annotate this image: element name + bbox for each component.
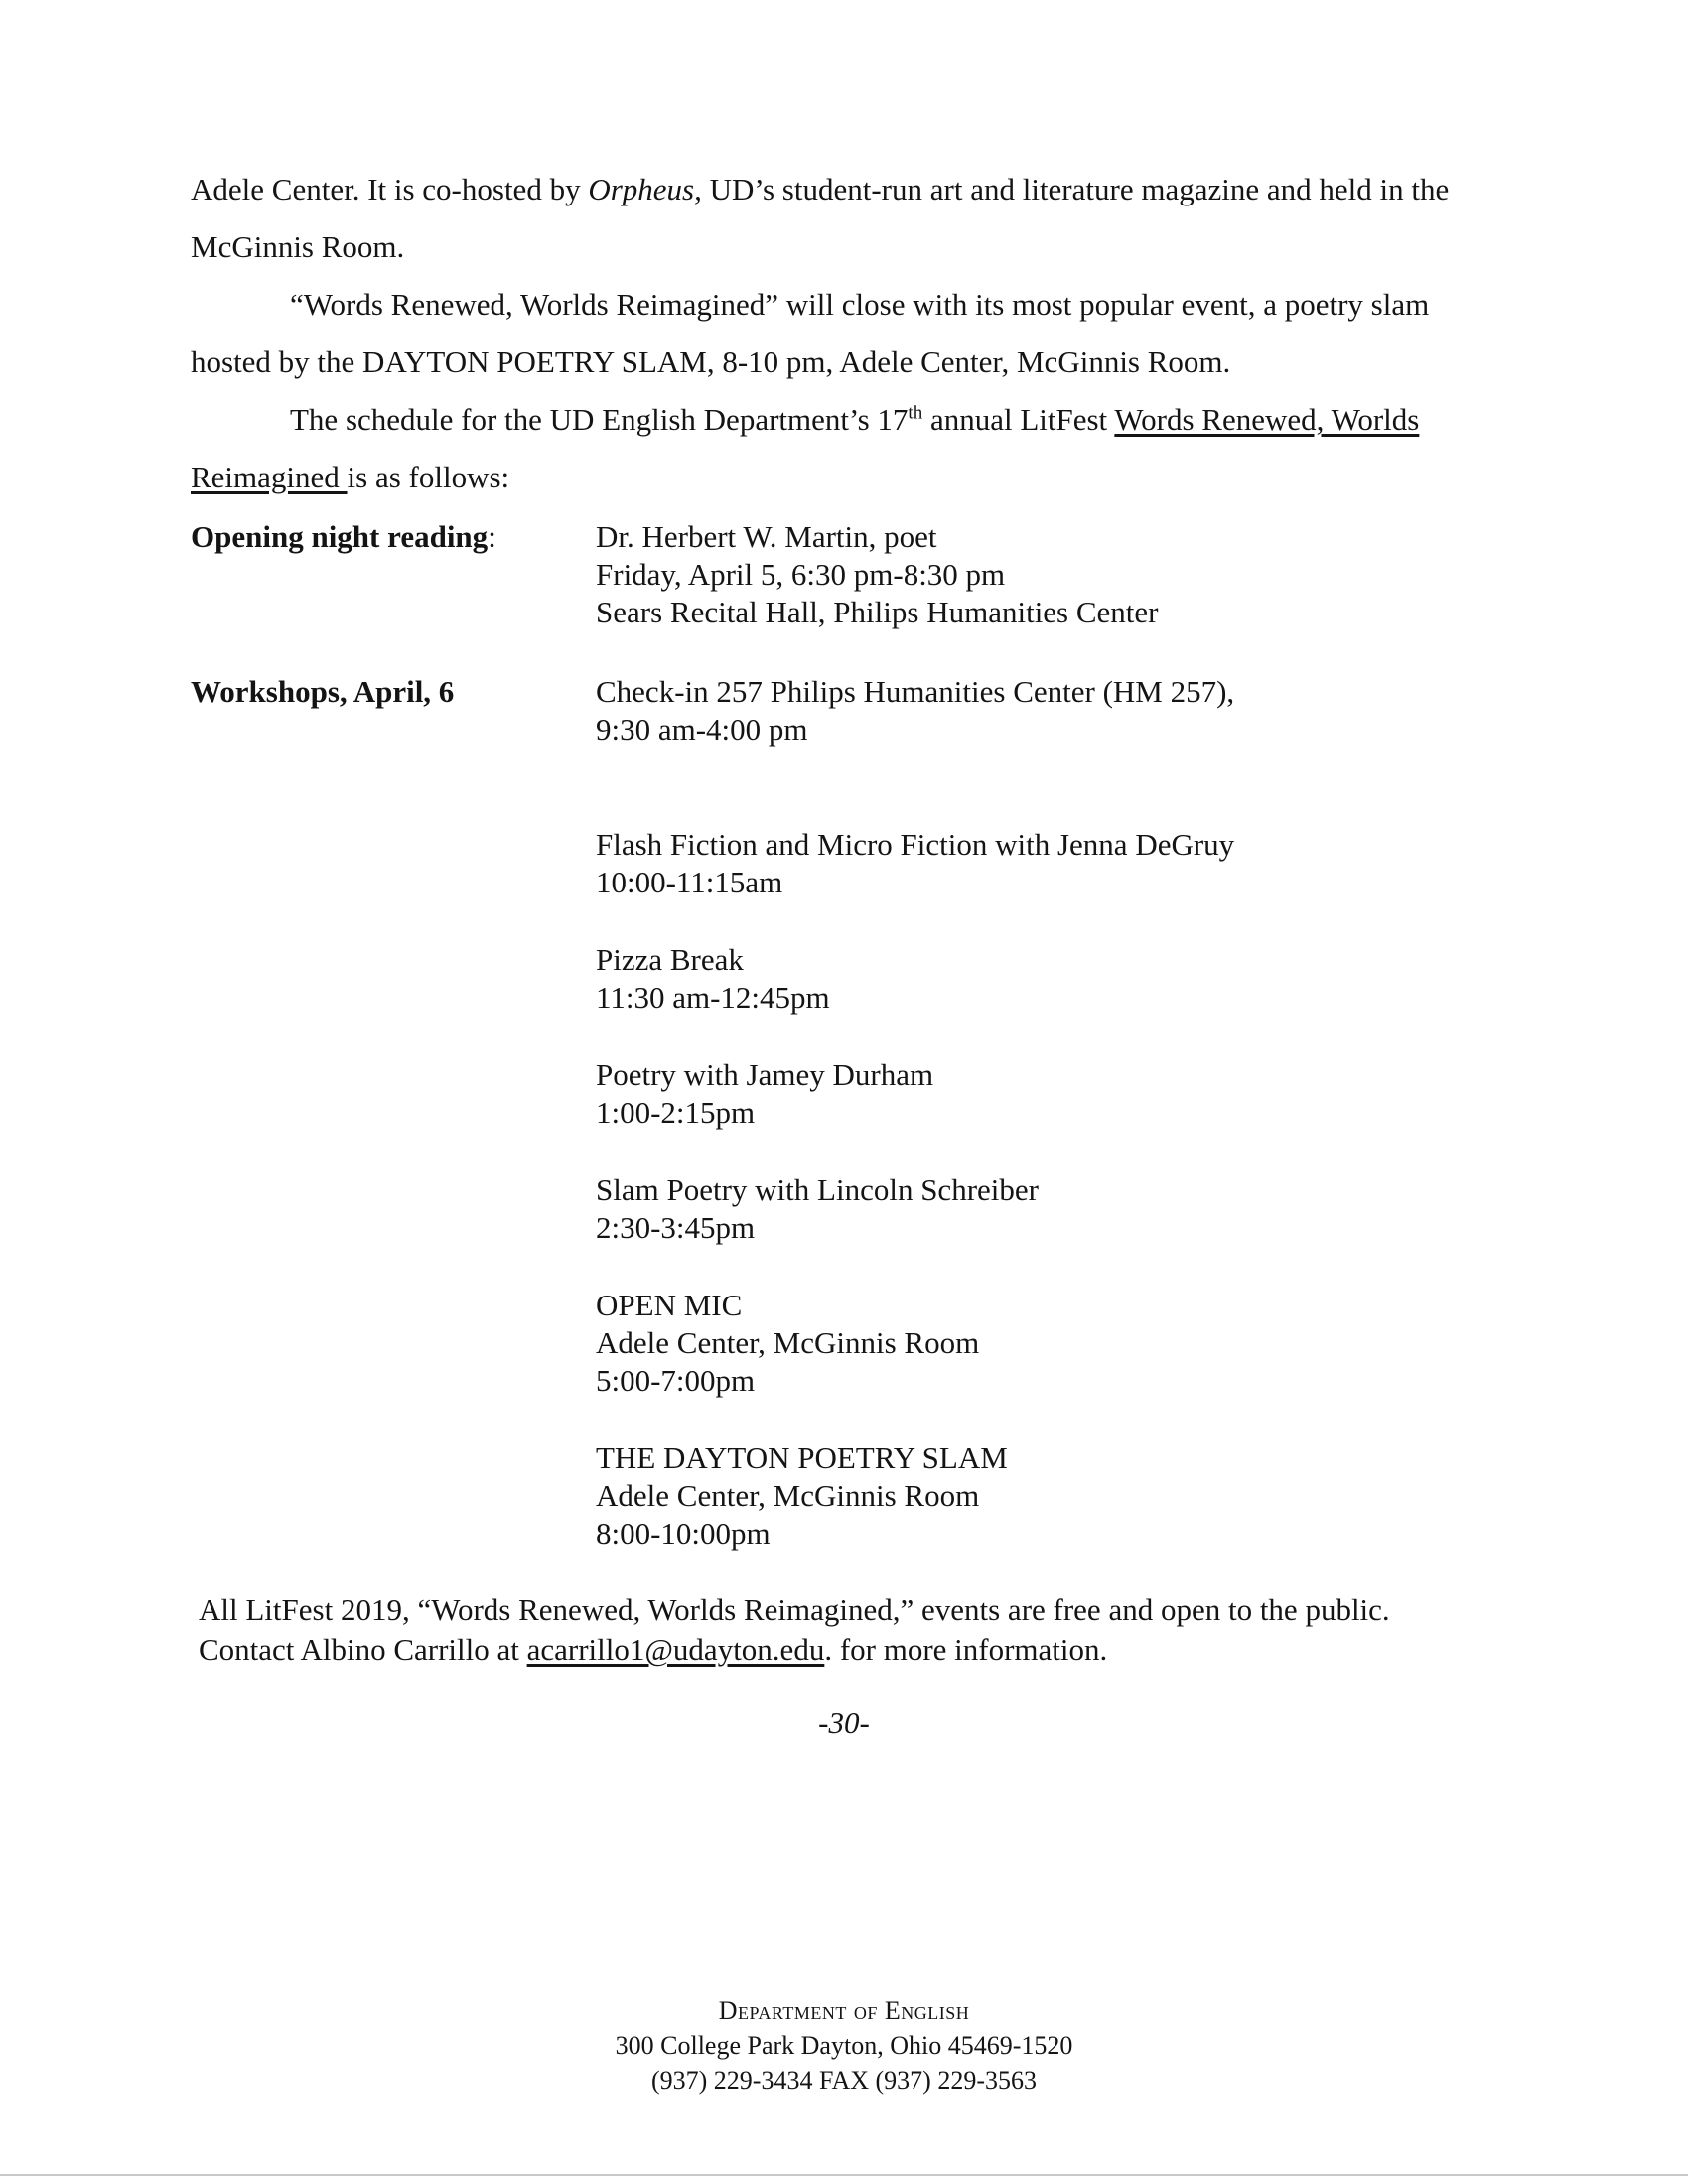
orpheus-title: Orpheus,: [588, 172, 702, 206]
workshop-item: Slam Poetry with Lincoln Schreiber 2:30-3:45pm: [596, 1172, 1039, 1245]
department-address: 300 College Park Dayton, Ohio 45469-1520: [615, 2031, 1073, 2060]
scan-edge-line: [0, 2174, 1688, 2176]
checkin-details: Check-in 257 Philips Humanities Center (HM 257), 9:30 am-4:00 pm: [596, 674, 1235, 747]
intro-paragraph-3: The schedule for the UD English Department’s 17th annual LitFest Words Renewed, Worlds Reimagined is as follows:: [191, 402, 1420, 494]
event-title-underlined: Words Renewed, Worlds Reimagined: [191, 402, 1420, 494]
workshop-item: THE DAYTON POETRY SLAM Adele Center, McGinnis Room 8:00-10:00pm: [596, 1440, 1008, 1551]
opening-line-1: Dr. Herbert W. Martin, poet: [596, 519, 937, 554]
opening-night-details: [596, 518, 1159, 631]
intro-paragraph-1: Adele Center. It is co-hosted by Orpheus, UD’s student-run art and literature magazine and held in the McGinnis Room.: [191, 172, 1450, 264]
closing-line-1: All LitFest 2019, “Words Renewed, Worlds Reimagined,” events are free and open to the public.: [199, 1592, 1390, 1627]
department-name: Department of English: [718, 1996, 970, 2025]
closing-text: [199, 1590, 1549, 1670]
intro-text: [191, 161, 1511, 506]
end-mark: -30-: [818, 1706, 870, 1740]
intro-paragraph-2: “Words Renewed, Worlds Reimagined” will close with its most popular event, a poetry slam hosted by the DAYTON POETRY SLAM, 8-10 pm, Adele Center, McGinnis Room.: [191, 287, 1430, 379]
department-phone: (937) 229-3434 FAX (937) 229-3563: [650, 2066, 1038, 2095]
workshop-item: Flash Fiction and Micro Fiction with Jenna DeGruy 10:00-11:15am: [596, 827, 1235, 899]
closing-line-2: Contact Albino Carrillo at acarrillo1@udayton.edu. for more information.: [199, 1632, 1108, 1667]
letterhead-footer: [0, 1993, 1688, 2098]
opening-line-2: Friday, April 5, 6:30 pm-8:30 pm: [596, 557, 1006, 592]
contact-email-link[interactable]: acarrillo1@udayton.edu: [526, 1632, 825, 1667]
opening-night-label: Opening night reading:: [191, 519, 496, 554]
workshop-item: Pizza Break 11:30 am-12:45pm: [596, 942, 830, 1015]
workshop-item: OPEN MIC Adele Center, McGinnis Room 5:00-7:00pm: [596, 1288, 980, 1398]
workshops-label: Workshops, April, 6: [191, 674, 455, 709]
opening-line-3: Sears Recital Hall, Philips Humanities Center: [596, 595, 1159, 629]
workshop-item: Poetry with Jamey Durham 1:00-2:15pm: [596, 1057, 934, 1130]
